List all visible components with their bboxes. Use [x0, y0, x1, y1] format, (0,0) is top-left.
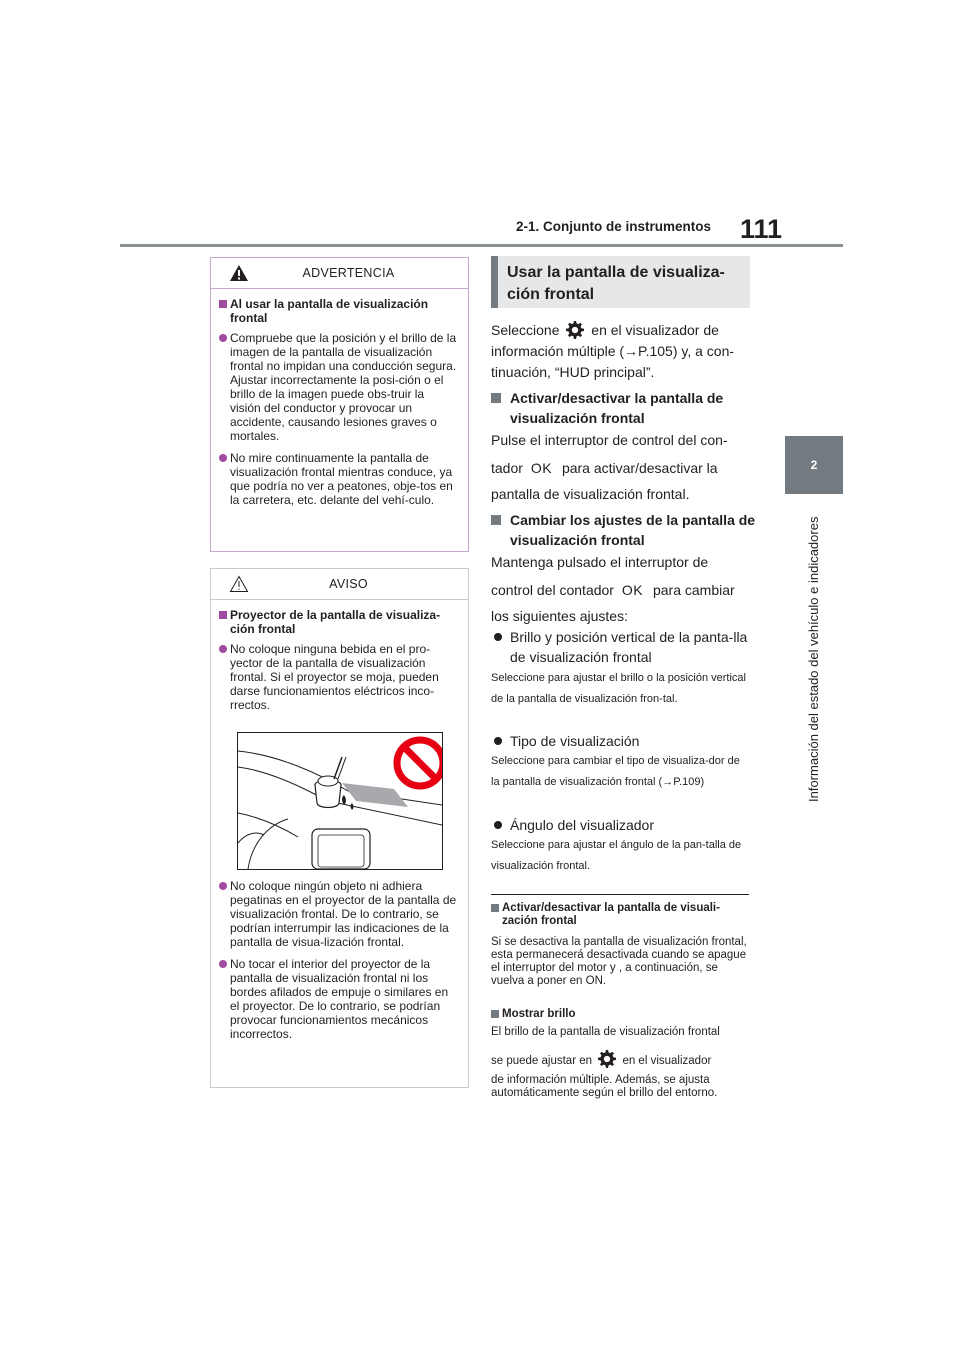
- note-text: Si se desactiva la pantalla de visualización frontal, esta permanecerá desactivada cuando se apague el interruptor del motor y , a continuación, se vuelva a poner en ON.: [491, 936, 747, 987]
- settings-text: los siguientes ajustes:: [491, 608, 628, 624]
- gear-icon: [598, 1050, 616, 1068]
- section-title: 2-1. Conjunto de instrumentos: [516, 219, 712, 234]
- gear-icon: [566, 321, 584, 339]
- note-text-part: se puede ajustar en: [491, 1055, 593, 1067]
- note-text: [491, 1050, 749, 1068]
- toggle-text-part: tador: [491, 460, 523, 476]
- intro-text: en el visualizador de información múltiple (→P.105) y, a con-tinuación, “HUD principal”.: [491, 322, 735, 380]
- page-number: 111: [740, 214, 783, 244]
- toggle-text-part: para activar/desactivar la: [561, 460, 718, 476]
- note-text: de información múltiple. Además, se ajusta automáticamente según el brillo del entorno.: [491, 1074, 718, 1099]
- projector-illustration: [237, 732, 443, 870]
- setting-item: Brillo y posición vertical de la panta-lla de visualización frontal: [491, 627, 755, 667]
- toggle-text: pantalla de visualización frontal.: [491, 486, 690, 502]
- toggle-text: [491, 458, 753, 479]
- setting-desc: Seleccione para ajustar el ángulo de la pan-talla de visualización frontal.: [491, 839, 742, 872]
- note-heading: Mostrar brillo: [491, 1008, 752, 1021]
- projector-drink-illustration: [238, 733, 442, 869]
- intro-text: Seleccione: [491, 322, 560, 338]
- notice-box: [210, 568, 469, 1088]
- subheading-settings: Cambiar los ajustes de la pantalla de visualización frontal: [491, 510, 760, 550]
- notice-title: AVISO: [329, 577, 368, 591]
- section-heading: [491, 256, 750, 308]
- ok-button-icon: OK: [621, 582, 644, 598]
- setting-item: Ángulo del visualizador: [491, 815, 755, 835]
- setting-desc: Seleccione para ajustar el brillo o la posición vertical de la pantalla de visualización fron-tal.: [491, 672, 746, 705]
- intro-paragraph: [491, 320, 753, 383]
- setting-desc: Seleccione para cambiar el tipo de visualiza-dor de la pantalla de visualización frontal (→P.109): [491, 755, 740, 788]
- warning-title: ADVERTENCIA: [302, 266, 395, 280]
- setting-item: Tipo de visualización: [491, 731, 755, 751]
- notice-bullet: No coloque ningún objeto ni adhiera pegatinas en el proyector de la pantalla de visualización frontal. De lo contrario, se podrían interrumpir las indicaciones de la pantalla de visua-lización frontal.: [219, 879, 458, 949]
- subheading-toggle: Activar/desactivar la pantalla de visualización frontal: [491, 388, 760, 428]
- warning-triangle-icon: [229, 264, 249, 282]
- settings-text: [491, 580, 753, 601]
- notice-header: [211, 569, 468, 600]
- notes-rule: [491, 894, 749, 895]
- settings-text-part: control del contador: [491, 582, 614, 598]
- warning-header: [211, 258, 468, 289]
- note-text-part: en el visualizador: [622, 1055, 712, 1067]
- ok-button-icon: OK: [530, 460, 553, 476]
- section-heading-text: Usar la pantalla de visualiza-ción frontal: [507, 264, 725, 303]
- warning-box: [210, 257, 469, 552]
- chapter-tab: 2: [785, 436, 843, 494]
- notice-heading: Proyector de la pantalla de visualiza-ción frontal: [219, 608, 458, 636]
- note-heading: Activar/desactivar la pantalla de visuali-zación frontal: [491, 902, 752, 928]
- notice-bullet: No coloque ninguna bebida en el pro-yector de la pantalla de visualización frontal. Si el proyector se moja, pueden darse funcionamientos eléctricos inco-rrectos.: [219, 642, 458, 712]
- notice-bullet: No tocar el interior del proyector de la pantalla de visualización frontal ni los bordes afilados de empuje o similares en el proyector. De lo contrario, se podrían provocar funcionamientos mecánicos incorrectos.: [219, 957, 458, 1041]
- note-text: El brillo de la pantalla de visualización frontal: [491, 1026, 720, 1038]
- settings-text-part: para cambiar: [652, 582, 735, 598]
- settings-text: Mantenga pulsado el interruptor de: [491, 554, 709, 570]
- warning-heading: Al usar la pantalla de visualización frontal: [219, 297, 458, 325]
- warning-bullet: No mire continuamente la pantalla de visualización frontal mientras conduce, ya que podría no ver a peatones, obje-tos en la carretera, etc. delante del vehí-culo.: [219, 451, 458, 507]
- chapter-label: Información del estado del vehículo e indicadores: [806, 516, 821, 802]
- caution-triangle-icon: [229, 575, 249, 593]
- warning-bullet: Compruebe que la posición y el brillo de la imagen de la pantalla de visualización frontal no impidan una conducción segura. Ajustar incorrectamente la posi-ción o el brillo de la imagen puede obs-truir la visión del conductor y provocar un accidente, causando lesiones graves o mortales.: [219, 331, 458, 443]
- toggle-text: Pulse el interruptor de control del con-: [491, 432, 728, 448]
- header-rule: [120, 244, 843, 247]
